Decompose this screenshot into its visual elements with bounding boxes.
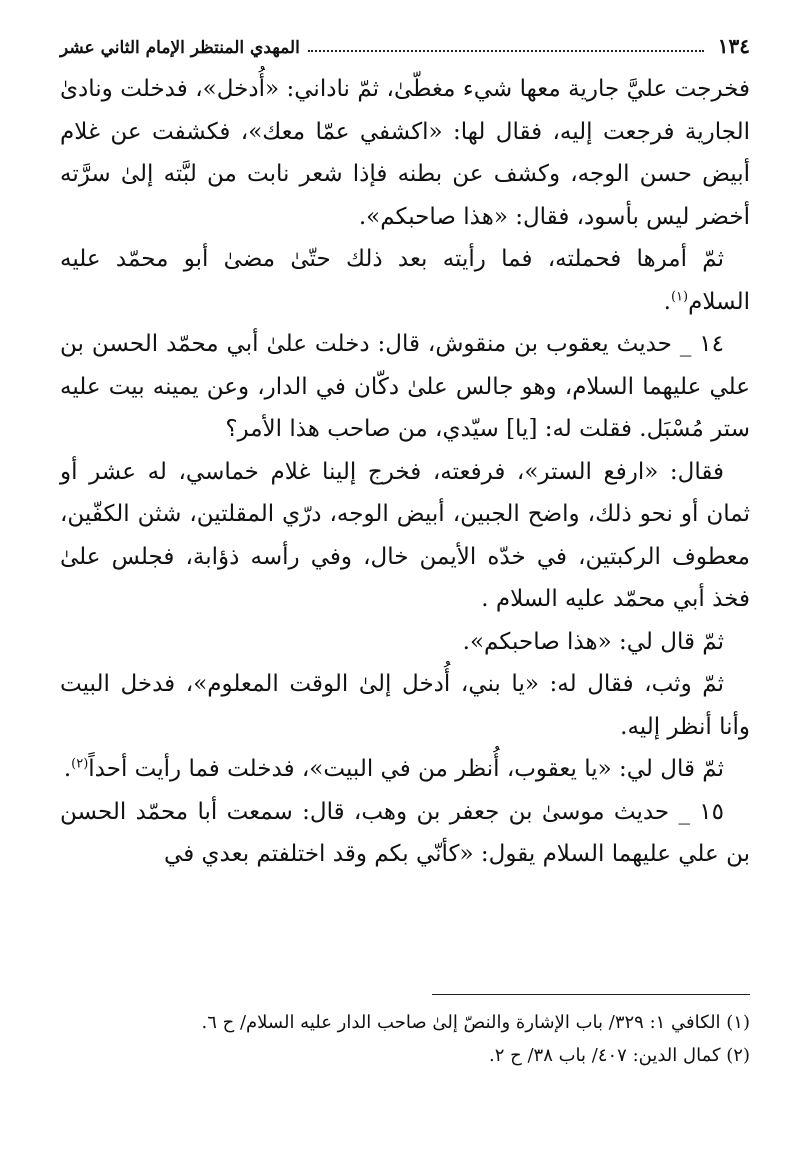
paragraph-8: ١٥ _ حديث موسىٰ بن جعفر بن وهب، قال: سمعت أبا محمّد الحسن بن علي عليهما السلام يقول: «كأنّي بكم وقد اختلفتم بعدي في — [60, 798, 750, 867]
paragraph-7-text: ثمّ قال لي: «يا يعقوب، أُنظر من في البيت»، فدخلت فما رأيت أحداً — [88, 756, 724, 782]
footnote-ref-1[interactable]: (١) — [670, 288, 689, 304]
paragraph-2 — [60, 238, 750, 323]
footnote-1: (١) الكافي ١: ٣٢٩/ باب الإشارة والنصّ إلىٰ صاحب الدار عليه السلام/ ح ٦. — [201, 1012, 750, 1033]
main-text — [60, 68, 750, 876]
paragraph-4: فقال: «ارفع الستر»، فرفعته، فخرج إلينا غلام خماسي، له عشر أو ثمان أو نحو ذلك، واضح الجبين، أبيض الوجه، درّي المقلتين، شثن الكفّين، معطوف الركبتين، في خدّه الأيمن خال، وفي رأسه ذؤابة، فجلس علىٰ فخذ أبي محمّد عليه السلام . — [60, 458, 750, 612]
paragraph-3: ١٤ _ حديث يعقوب بن منقوش، قال: دخلت علىٰ أبي محمّد الحسن بن علي عليهما السلام، وهو جالس علىٰ دكّان في الدار، وعن يمينه بيت عليه ستر مُسْبَل. فقلت له: [يا] سيّدي، من صاحب هذا الأمر؟ — [60, 331, 750, 442]
paragraph-2-end: . — [663, 288, 671, 315]
running-head — [60, 32, 750, 58]
header-dot-leader — [308, 49, 704, 52]
paragraph-5: ثمّ قال لي: «هذا صاحبكم». — [462, 628, 724, 655]
footnotes — [60, 1006, 750, 1072]
paragraph-7 — [60, 748, 750, 791]
running-title: المهدي المنتظر الإمام الثاني عشر — [60, 38, 300, 58]
paragraph-6: ثمّ وثب، فقال له: «يا بني، أُدخل إلىٰ الوقت المعلوم»، فدخل البيت وأنا أنظر إليه. — [60, 671, 750, 740]
paragraph-1: فخرجت عليَّ جارية معها شيء مغطّىٰ، ثمّ ناداني: «أُدخل»، فدخلت ونادىٰ الجارية فرجعت إليه، فقال لها: «اكشفي عمّا معك»، فكشفت عن غلام أبيض حسن الوجه، وكشف عن بطنه فإذا شعر نابت من لبَّته إلىٰ سرَّته أخضر ليس بأسود، فقال: «هذا صاحبكم». — [60, 76, 750, 230]
footnote-separator — [432, 994, 750, 995]
paragraph-7-end: . — [63, 756, 72, 782]
footnote-2: (٢) كمال الدين: ٤٠٧/ باب ٣٨/ ح ٢. — [489, 1045, 750, 1066]
footnote-ref-2[interactable]: (٢) — [71, 756, 89, 772]
book-page — [60, 0, 750, 1166]
paragraph-2-text: ثمّ أمرها فحملته، فما رأيته بعد ذلك حتّىٰ مضىٰ أبو محمّد عليه السلام — [60, 246, 750, 315]
page-number: ١٣٤ — [717, 34, 750, 58]
